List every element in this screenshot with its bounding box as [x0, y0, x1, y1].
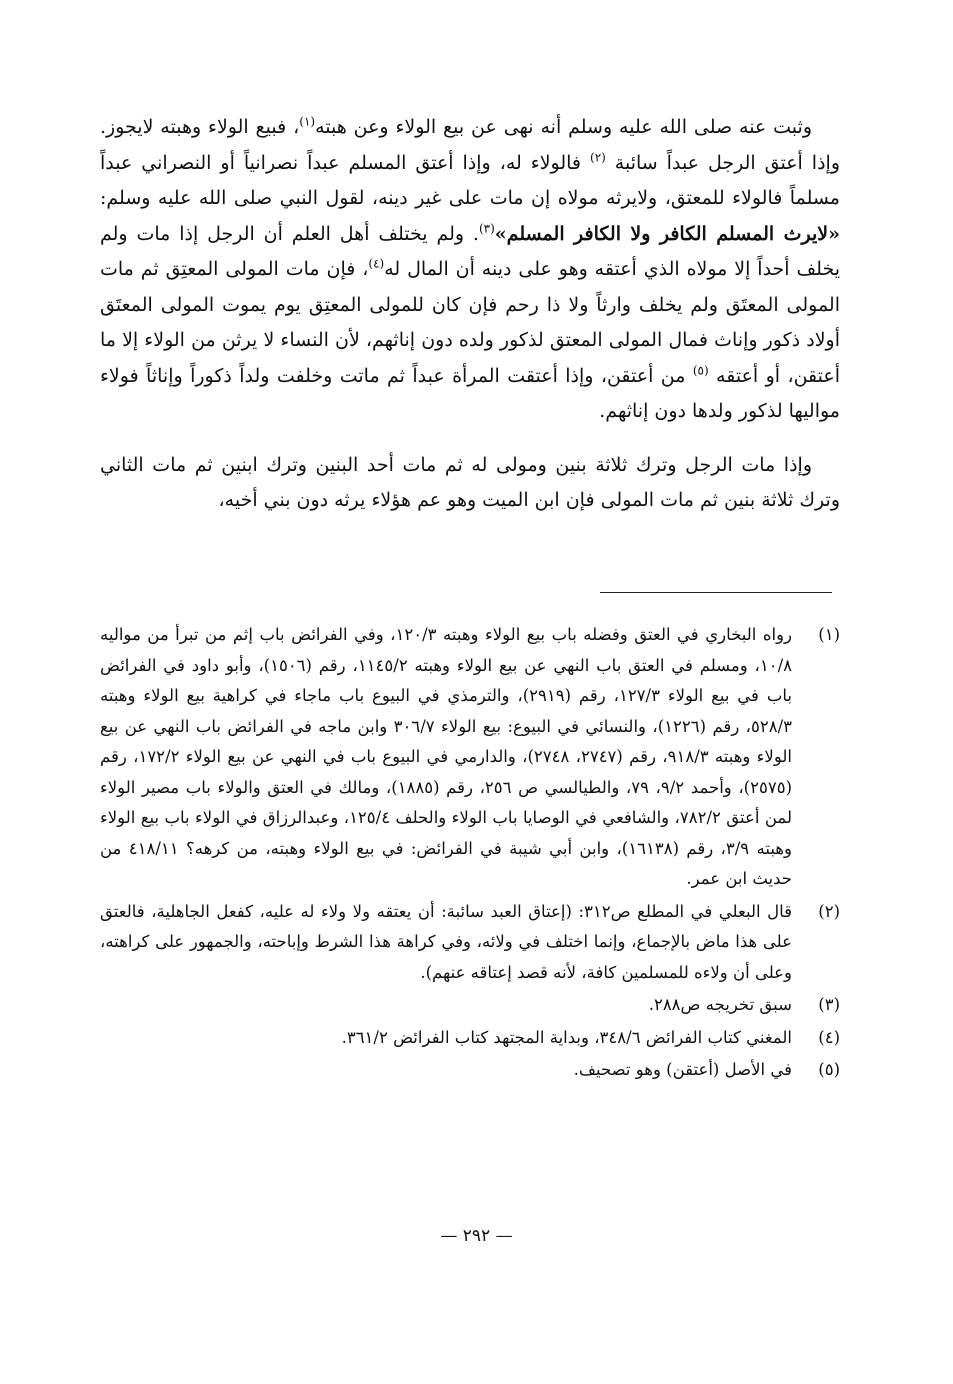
footnote-separator	[600, 592, 832, 593]
footnote-text: المغني كتاب الفرائض ٣٤٨/٦، وبداية المجتهد كتاب الفرائض ٣٦١/٢.	[341, 1027, 792, 1047]
body-text: وإذا مات الرجل وترك ثلاثة بنين ومولى له ثم مات أحد البنين وترك ابنين ثم مات الثاني وترك ثلاثة بنين ثم مات المولى فإن ابن الميت وهو عم هؤلاء يرثه دون بني أخيه،	[100, 453, 840, 511]
footnote-text: سبق تخريجه ص٢٨٨.	[648, 995, 792, 1014]
body-text: من أعتقن، وإذا أعتقت المرأة عبداً ثم ماتت وخلفت ولداً ذكوراً وإناثاً فولاء مواليها لذكور ولدها دون إناثهم.	[100, 364, 840, 422]
footnote-number: (١)	[818, 625, 840, 644]
footnote	[100, 990, 840, 1021]
body-text: . ولم يختلف أهل العلم أن الرجل إذا مات ولم يخلف أحداً إلا مولاه الذي أعتقه وهو على دينه أن المال له	[100, 222, 840, 280]
footnote-ref: (٤)	[368, 256, 385, 271]
body-text: ، فإن مات المولى المعتِق ثم مات المولى المعتَق ولم يخلف وارثاً ولا ذا رحم فإن كان للمولى المعتِق يوم يموت المولى المعتَق أولاد ذكور وإناث فمال المولى المعتق لذكور ولده دون إناثهم، لأن النساء لا يرثن من الولاء إلا ما أعتقن، أو أعتقه	[100, 258, 840, 387]
body-text: فالولاء له، وإذا أعتق المسلم عبداً نصرانياً أو النصراني عبداً مسلماً فالولاء للمعتق، ولايرثه مولاه إن مات على غير دينه، لقول النبي صلى الله عليه وسلم:	[100, 151, 840, 209]
footnote-text: في الأصل (أعتقن) وهو تصحيف.	[573, 1060, 792, 1079]
footnote-number: (٥)	[818, 1060, 840, 1079]
footnote-ref: (٥)	[692, 363, 709, 378]
footnotes	[100, 620, 840, 1088]
footnote-number: (٤)	[818, 1027, 840, 1047]
footnote	[100, 1055, 840, 1086]
footnote-number: (٢)	[818, 901, 840, 921]
footnote-number: (٣)	[818, 995, 840, 1014]
footnote-text: رواه البخاري في العتق وفضله باب بيع الولاء وهبته ١٢٠/٣، وفي الفرائض باب إثم من تبرأ من مواليه ١٠/٨، ومسلم في العتق باب النهي عن بيع الولاء وهبته ١١٤٥/٢، رقم (١٥٠٦)، وأبو داود في الفرائض باب في بيع الولاء ١٢٧/٣، رقم (٢٩١٩)، والترمذي في البيوع باب ماجاء في كراهية بيع الولاء وهبته ٥٢٨/٣، رقم (١٢٢٦)، والنسائي في البيوع: بيع الولاء ٣٠٦/٧ وابن ماجه في الفرائض باب النهي عن بيع الولاء وهبته ٩١٨/٣، رقم (٢٧٤٧، ٢٧٤٨)، والدارمي في البيوع باب في النهي عن بيع الولاء ١٧٢/٢، رقم (٢٥٧٥)، وأحمد ٩/٢، ٧٩، والطيالسي ص ٢٥٦، رقم (١٨٨٥)، ومالك في العتق والولاء باب مصير الولاء لمن أعتق ٧٨٢/٢، والشافعي في الوصايا باب الولاء والحلف ١٢٥/٤، وعبدالرزاق في الولاء باب بيع الولاء وهبته ٣/٩، رقم (١٦١٣٨)، وابن أبي شيبة في الفرائض: في بيع الولاء وهبته، من كرهه؟ ٤١٨/١١ من حديث ابن عمر.	[100, 625, 793, 888]
body-text: ، فبيع الولاء وهبته لايجوز. وإذا أعتق الرجل عبداً سائبة	[100, 116, 840, 174]
body-paragraph	[100, 448, 840, 519]
footnote-ref: (٢)	[590, 150, 606, 165]
main-text	[100, 110, 840, 537]
body-text: وثبت عنه صلى الله عليه وسلم أنه نهى عن بيع الولاء وعن هبته	[315, 116, 813, 138]
footnote-text: قال البعلي في المطلع ص٣١٢: (إعتاق العبد سائبة: أن يعتقه ولا ولاء له عليه، كفعل الجاهلية، فالعتق على هذا ماض بالإجماع، وإنما اختلف في ولائه، وفي كراهة هذا الشرط وإباحته، والجمهور على كراهته، وعلى أن ولاءه للمسلمين كافة، لأنه قصد إعتاقه عنهم).	[100, 901, 793, 982]
footnote	[100, 1023, 840, 1054]
hadith-quote: «لايرث المسلم الكافر ولا الكافر المسلم»	[494, 222, 840, 245]
footnote-ref: (١)	[299, 114, 316, 129]
footnote	[100, 620, 840, 895]
body-paragraph	[100, 110, 840, 430]
footnote-ref: (٣)	[478, 221, 495, 236]
footnote	[100, 897, 840, 989]
page-number: — ٢٩٢ —	[440, 1226, 513, 1246]
